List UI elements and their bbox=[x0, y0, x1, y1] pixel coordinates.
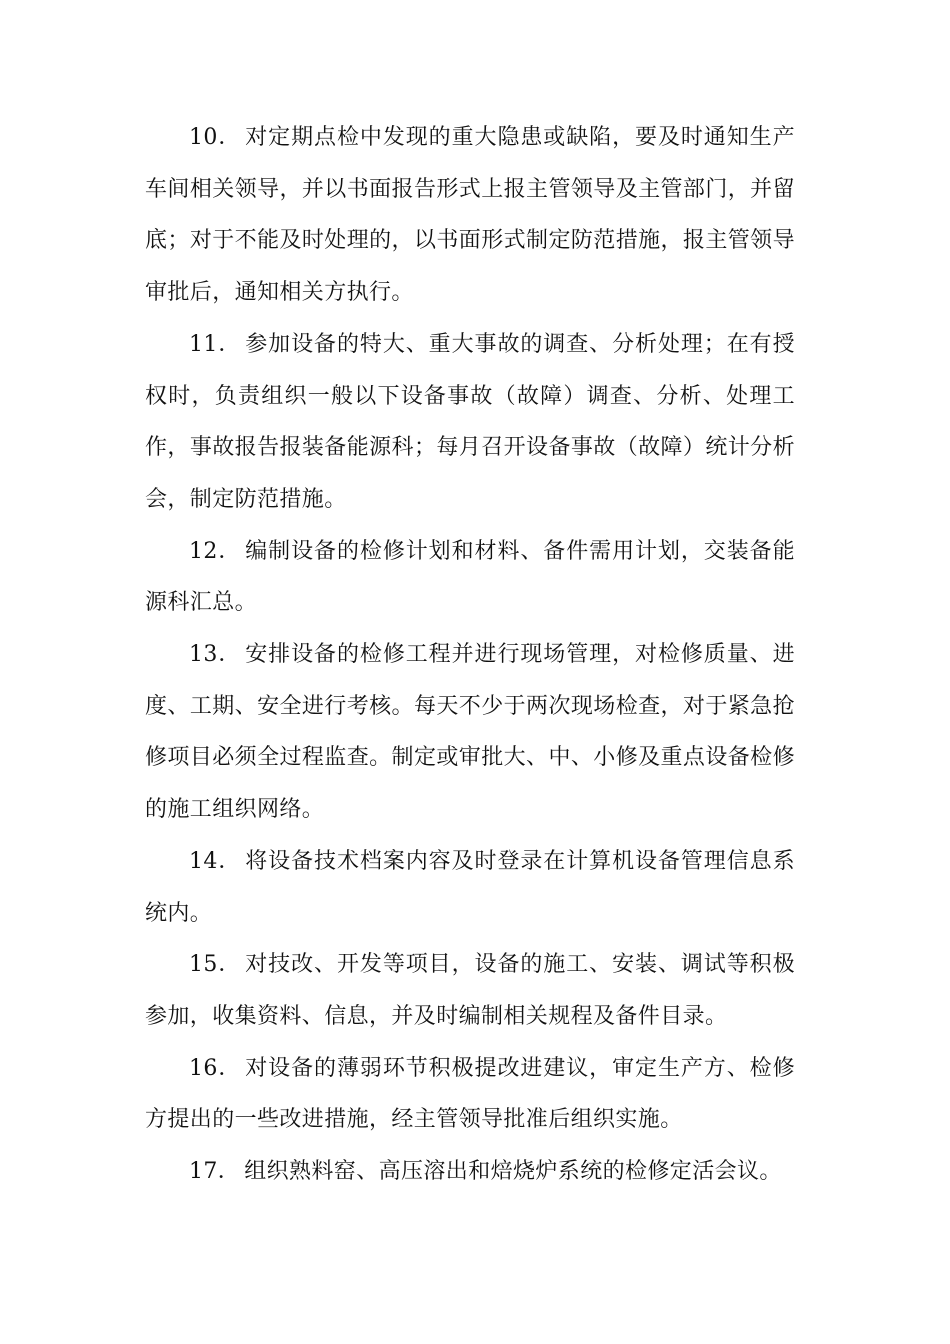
paragraph-15 bbox=[145, 939, 795, 1042]
paragraph-text: 参加设备的特大、重大事故的调查、分析处理；在有授权时，负责组织一般以下设备事故（故障）调查、分析、处理工作，事故报告报装备能源科；每月召开设备事故（故障）统计分析会，制定防范措施。 bbox=[145, 331, 795, 512]
paragraph-text: 对设备的薄弱环节积极提改进建议，审定生产方、检修方提出的一些改进措施，经主管领导批准后组织实施。 bbox=[145, 1055, 795, 1133]
paragraph-10 bbox=[145, 112, 795, 319]
paragraph-16 bbox=[145, 1043, 795, 1146]
paragraph-number: 11． bbox=[189, 331, 242, 357]
paragraph-number: 15． bbox=[189, 952, 242, 978]
paragraph-number: 14． bbox=[189, 848, 242, 874]
paragraph-number: 13． bbox=[189, 642, 242, 668]
paragraph-text: 编制设备的检修计划和材料、备件需用计划，交装备能源科汇总。 bbox=[145, 538, 795, 616]
paragraph-number: 17． bbox=[189, 1159, 241, 1185]
paragraph-text: 将设备技术档案内容及时登录在计算机设备管理信息系统内。 bbox=[145, 848, 795, 926]
paragraph-number: 10． bbox=[189, 125, 242, 150]
paragraph-text: 安排设备的检修工程并进行现场管理，对检修质量、进度、工期、安全进行考核。每天不少于两次现场检查，对于紧急抢修项目必须全过程监查。制定或审批大、中、小修及重点设备检修的施工组织网络。 bbox=[145, 642, 795, 823]
paragraph-text: 对定期点检中发现的重大隐患或缺陷，要及时通知生产车间相关领导，并以书面报告形式上报主管领导及主管部门，并留底；对于不能及时处理的，以书面形式制定防范措施，报主管领导审批后，通知相关方执行。 bbox=[145, 125, 795, 306]
paragraph-14 bbox=[145, 836, 795, 939]
paragraph-text: 对技改、开发等项目，设备的施工、安装、调试等积极参加，收集资料、信息，并及时编制相关规程及备件目录。 bbox=[145, 952, 795, 1029]
paragraph-number: 16． bbox=[189, 1055, 242, 1081]
paragraph-12 bbox=[145, 526, 795, 629]
document-page bbox=[145, 112, 795, 1198]
paragraph-17 bbox=[145, 1146, 795, 1198]
paragraph-number: 12． bbox=[189, 538, 242, 564]
paragraph-13 bbox=[145, 629, 795, 836]
paragraph-text: 组织熟料窑、高压溶出和焙烧炉系统的检修定活会议。 bbox=[244, 1159, 782, 1185]
paragraph-11 bbox=[145, 319, 795, 526]
